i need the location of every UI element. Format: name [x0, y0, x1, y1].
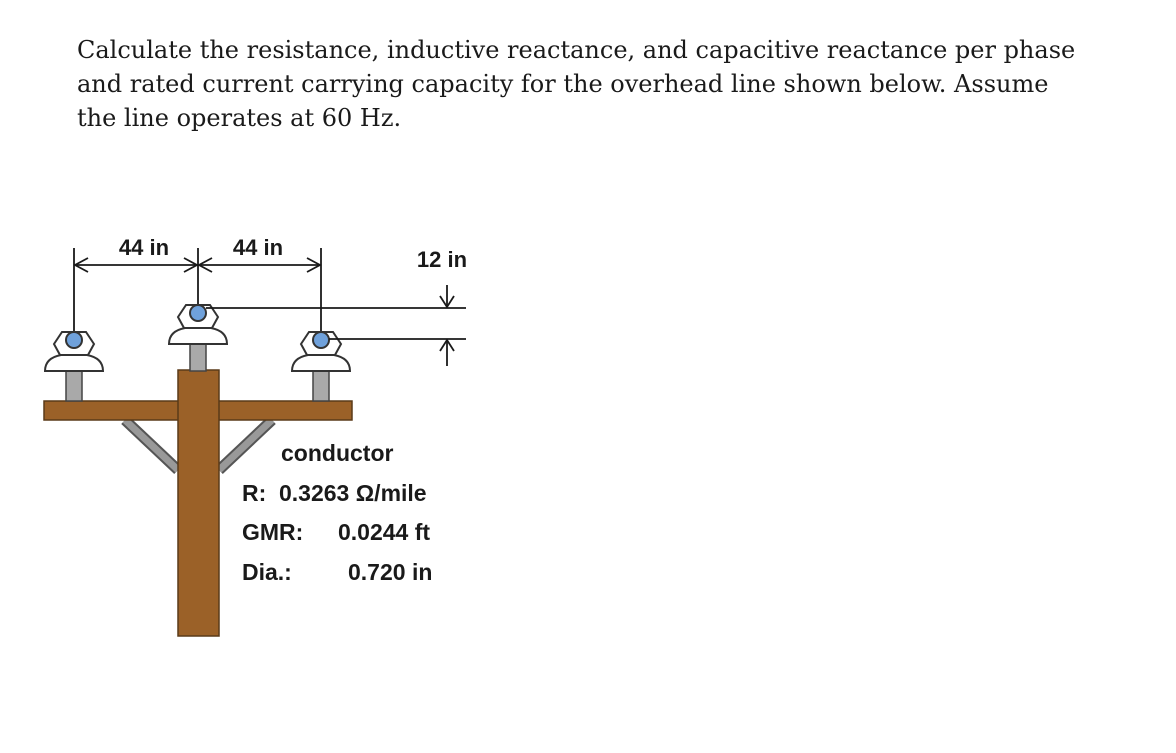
gmr-value: 0.0244 ft [338, 519, 431, 545]
dim-label-vertical: 12 in [416, 247, 468, 272]
left-brace-fill [125, 420, 178, 470]
problem-line-1: Calculate the resistance, inductive reactance, and capacitive reactance per phase [77, 36, 1076, 64]
right-brace-fill [219, 420, 272, 470]
conductor-center [190, 305, 206, 321]
conductor-info [242, 440, 432, 585]
conductor-right [313, 332, 329, 348]
dia-label: Dia.: [242, 559, 292, 585]
pole [178, 370, 219, 636]
insulator-left [45, 332, 103, 401]
insulator-skirt [45, 355, 103, 371]
problem-line-3: the line operates at 60 Hz. [77, 104, 402, 132]
dia-value: 0.720 in [348, 559, 433, 585]
conductor-heading: conductor [281, 440, 394, 466]
conductor-left [66, 332, 82, 348]
insulator-pin [190, 344, 206, 371]
resistance-label: R: [242, 480, 267, 506]
insulator-pin [66, 371, 82, 401]
insulator-center [169, 305, 227, 371]
gmr-label: GMR: [242, 519, 304, 545]
resistance-value: 0.3263 Ω/mile [279, 480, 427, 506]
insulator-skirt [169, 328, 227, 344]
dim-label-left: 44 in [118, 235, 170, 260]
insulator-skirt [292, 355, 350, 371]
dim-label-right: 44 in [232, 235, 284, 260]
insulator-pin [313, 371, 329, 401]
insulator-right [292, 332, 350, 401]
problem-line-2: and rated current carrying capacity for the overhead line shown below. Assume [77, 70, 1049, 98]
